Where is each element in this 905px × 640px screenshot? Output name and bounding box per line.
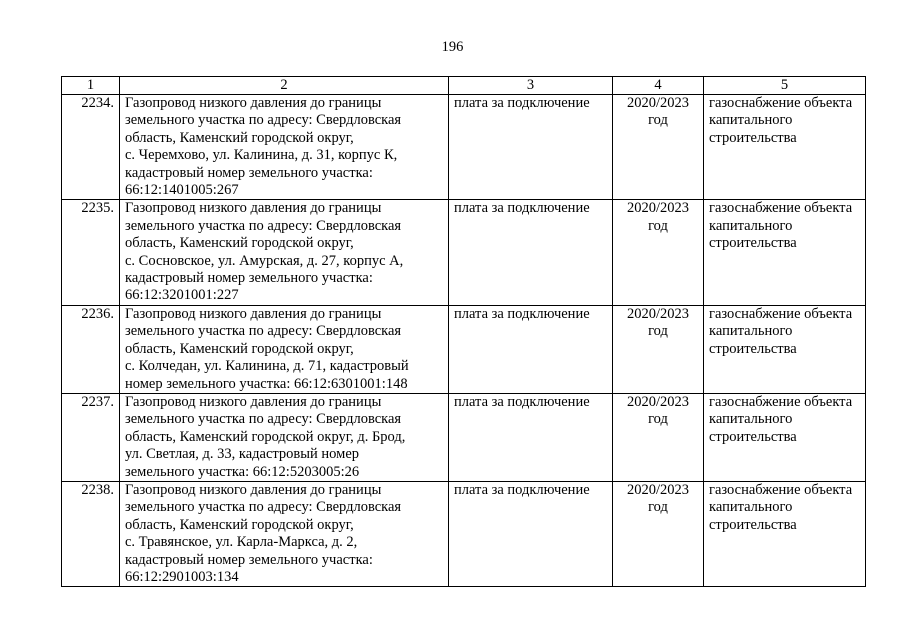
description-line: Газопровод низкого давления до границы <box>125 305 382 322</box>
description-line: Газопровод низкого давления до границы <box>125 393 382 410</box>
object-description <box>120 393 449 481</box>
purpose-line: капитального <box>709 217 793 234</box>
purpose-line: капитального <box>709 323 793 340</box>
period <box>613 305 704 393</box>
description-line: кадастровый номер земельного участка: <box>125 270 373 287</box>
period-line: год <box>648 112 668 129</box>
table-row <box>62 393 866 481</box>
register-table <box>61 76 866 587</box>
description-line: кадастровый номер земельного участка: <box>125 551 373 568</box>
description-line: земельного участка по адресу: Свердловская <box>125 499 402 516</box>
table-row <box>62 95 866 200</box>
purpose-line: газоснабжение объекта <box>709 95 853 111</box>
header-row <box>62 77 866 95</box>
purpose-line: капитального <box>709 112 793 129</box>
funding-source: плата за подключение <box>449 481 613 586</box>
description-line: с. Травянское, ул. Карла-Маркса, д. 2, <box>125 534 358 551</box>
period <box>613 95 704 200</box>
period-line: год <box>648 499 668 516</box>
description-line: номер земельного участка: 66:12:6301001:148 <box>125 375 408 392</box>
funding-source: плата за подключение <box>449 95 613 200</box>
purpose-line: строительства <box>709 428 797 445</box>
period <box>613 393 704 481</box>
column-header-2: 2 <box>120 77 449 95</box>
description-line: земельного участка по адресу: Свердловская <box>125 411 402 428</box>
period-line: 2020/2023 <box>626 393 690 410</box>
object-description <box>120 305 449 393</box>
purpose-line: газоснабжение объекта <box>709 393 853 410</box>
table-row <box>62 305 866 393</box>
period-line: 2020/2023 <box>626 200 690 217</box>
purpose <box>704 200 866 305</box>
description-line: область, Каменский городской округ, <box>125 516 354 533</box>
table-body <box>62 95 866 587</box>
purpose-line: строительства <box>709 129 797 146</box>
period-line: 2020/2023 <box>626 481 690 498</box>
purpose <box>704 393 866 481</box>
column-header-4: 4 <box>613 77 704 95</box>
purpose <box>704 481 866 586</box>
purpose-line: строительства <box>709 340 797 357</box>
column-header-5: 5 <box>704 77 866 95</box>
column-header-3: 3 <box>449 77 613 95</box>
description-line: земельного участка: 66:12:5203005:26 <box>125 463 360 480</box>
row-number: 2238. <box>62 481 120 586</box>
column-header-1: 1 <box>62 77 120 95</box>
description-line: Газопровод низкого давления до границы <box>125 200 382 217</box>
period-line: год <box>648 217 668 234</box>
table-row <box>62 200 866 305</box>
object-description <box>120 481 449 586</box>
purpose-line: капитального <box>709 499 793 516</box>
object-description <box>120 200 449 305</box>
description-line: с. Черемхово, ул. Калинина, д. 31, корпус К, <box>125 147 398 164</box>
object-description <box>120 95 449 200</box>
description-line: земельного участка по адресу: Свердловская <box>125 217 402 234</box>
description-line: земельного участка по адресу: Свердловская <box>125 323 402 340</box>
purpose-line: строительства <box>709 235 797 252</box>
description-line: Газопровод низкого давления до границы <box>125 481 382 498</box>
purpose-line: газоснабжение объекта <box>709 200 853 217</box>
description-line: область, Каменский городской округ, <box>125 129 354 146</box>
row-number: 2237. <box>62 393 120 481</box>
purpose-line: газоснабжение объекта <box>709 305 853 322</box>
period <box>613 200 704 305</box>
purpose-line: газоснабжение объекта <box>709 481 853 498</box>
page-number: 196 <box>441 39 464 55</box>
table-header <box>62 77 866 95</box>
period-line: 2020/2023 <box>626 305 690 322</box>
description-line: с. Сосновское, ул. Амурская, д. 27, корпус А, <box>125 252 404 269</box>
funding-source: плата за подключение <box>449 393 613 481</box>
funding-source: плата за подключение <box>449 200 613 305</box>
purpose <box>704 305 866 393</box>
description-line: 66:12:3201001:227 <box>125 287 239 304</box>
row-number: 2234. <box>62 95 120 200</box>
row-number: 2236. <box>62 305 120 393</box>
purpose <box>704 95 866 200</box>
row-number: 2235. <box>62 200 120 305</box>
description-line: земельного участка по адресу: Свердловская <box>125 112 402 129</box>
description-line: кадастровый номер земельного участка: <box>125 164 373 181</box>
description-line: область, Каменский городской округ, д. Брод, <box>125 428 406 445</box>
period-line: 2020/2023 <box>626 95 690 111</box>
period-line: год <box>648 323 668 340</box>
description-line: 66:12:2901003:134 <box>125 568 239 585</box>
period-line: год <box>648 411 668 428</box>
purpose-line: капитального <box>709 411 793 428</box>
description-line: с. Колчедан, ул. Калинина, д. 71, кадастровый <box>125 358 409 375</box>
description-line: область, Каменский городской округ, <box>125 340 354 357</box>
period <box>613 481 704 586</box>
description-line: область, Каменский городской округ, <box>125 235 354 252</box>
description-line: Газопровод низкого давления до границы <box>125 95 382 111</box>
purpose-line: строительства <box>709 516 797 533</box>
table-row <box>62 481 866 586</box>
funding-source: плата за подключение <box>449 305 613 393</box>
description-line: ул. Светлая, д. 33, кадастровый номер <box>125 446 360 463</box>
description-line: 66:12:1401005:267 <box>125 182 239 199</box>
